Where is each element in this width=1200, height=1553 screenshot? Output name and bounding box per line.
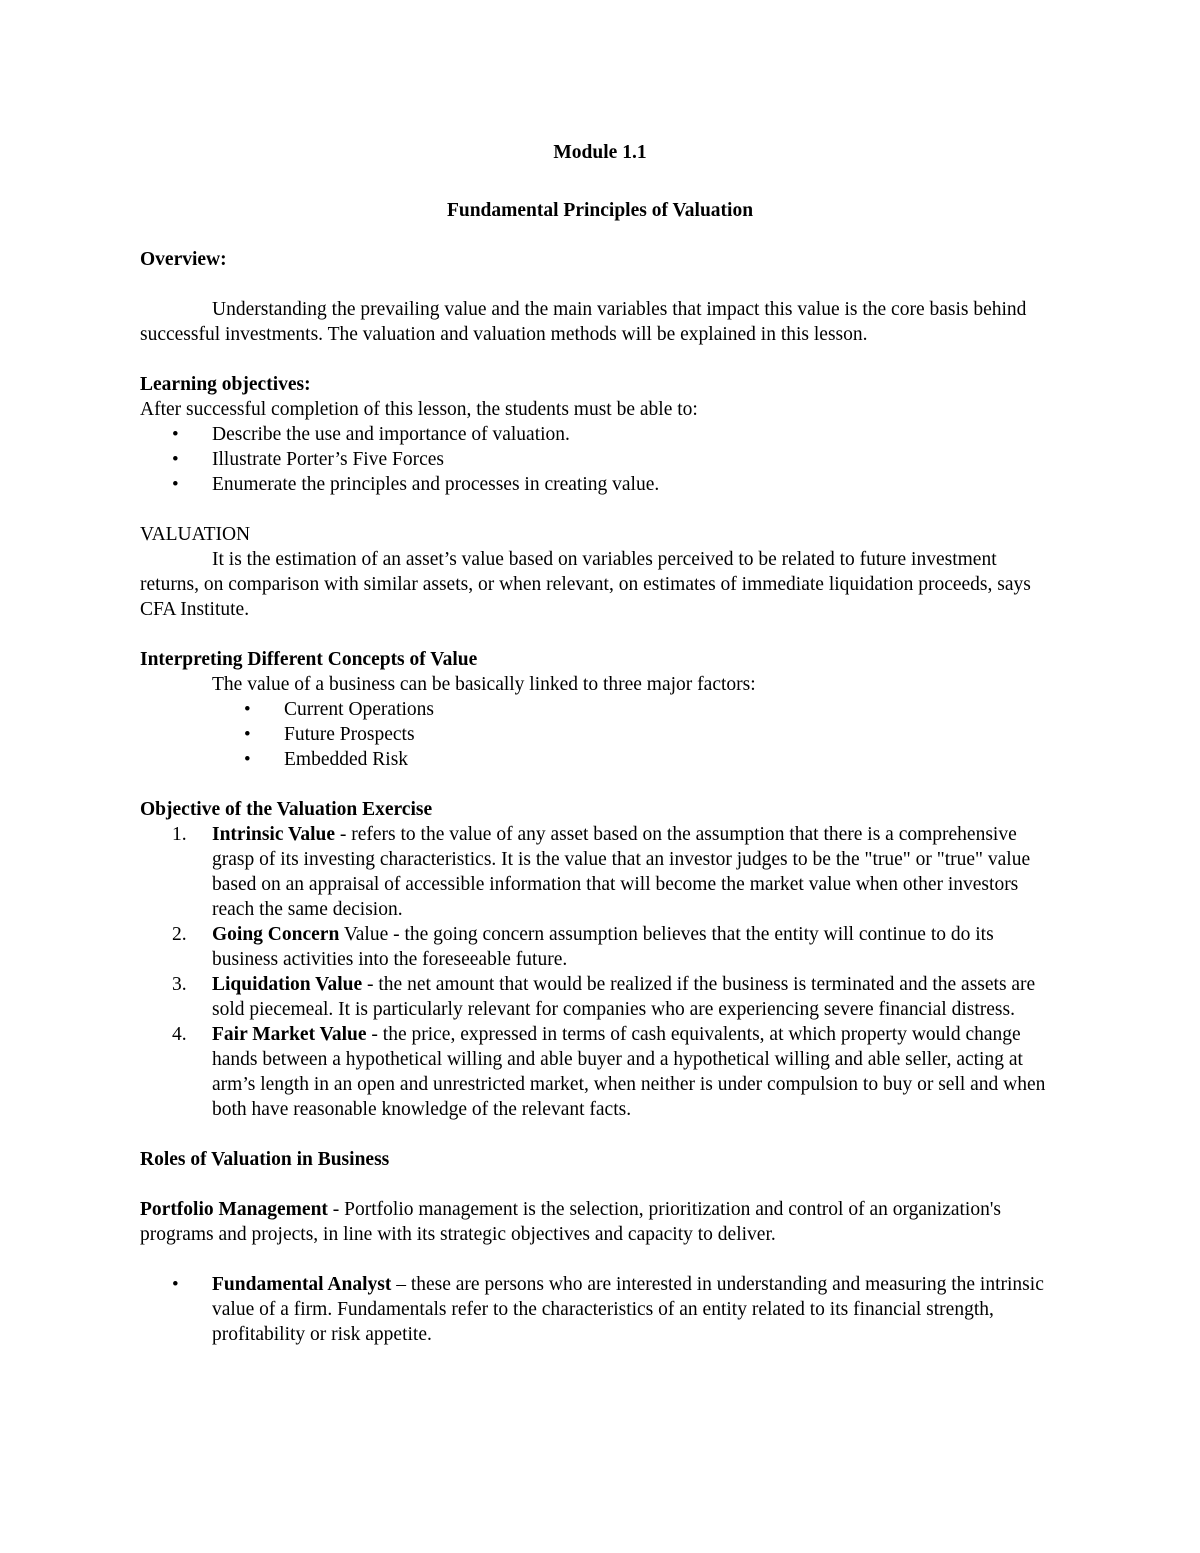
exercise-heading: Objective of the Valuation Exercise <box>140 799 433 820</box>
definition: - Portfolio management is the selection, prioritization and control of an organization's programs and projects, in line with its strategic objectives and capacity to deliver. <box>140 1199 1001 1245</box>
list-item <box>140 822 1060 922</box>
definition: - the net amount that would be realized if the business is terminated and the assets are sold piecemeal. It is particularly relevant for companies who are experiencing severe financial distress. <box>212 974 1036 1020</box>
overview-heading: Overview: <box>140 249 227 270</box>
roles-list <box>140 1272 1060 1347</box>
term: Liquidation Value <box>212 974 363 995</box>
term: Fair Market Value <box>212 1024 367 1045</box>
definition: - refers to the value of any asset based on the assumption that there is a comprehensive grasp of its investing characteristics. It is the value that an investor judges to be the "true" or "true" value based on an appraisal of accessible information that will become the market value when other investors reach the same decision. <box>212 824 1031 920</box>
list-item <box>140 972 1060 1022</box>
objectives-list <box>140 422 1060 497</box>
list-item: • Embedded Risk <box>140 747 1060 772</box>
exercise-list <box>140 822 1060 1122</box>
term: Fundamental Analyst <box>212 1274 392 1295</box>
list-item: • Current Operations <box>140 697 1060 722</box>
list-number: 2. <box>172 924 187 945</box>
valuation-text: It is the estimation of an asset’s value based on variables perceived to be related to future investment returns, on comparison with similar assets, or when relevant, on estimates of immediate liquidation proceeds, says CFA Institute. <box>140 549 1031 620</box>
document-page <box>140 140 1060 1347</box>
document-subtitle: Fundamental Principles of Valuation <box>446 200 754 221</box>
objectives-intro: After successful completion of this lesson, the students must be able to: <box>140 399 698 420</box>
list-number: 1. <box>172 824 187 845</box>
definition: – these are persons who are interested in understanding and measuring the intrinsic value of a firm. Fundamentals refer to the characteristics of an entity related to its financial strength, profitability or risk appetite. <box>212 1274 1044 1345</box>
list-item: • Describe the use and importance of valuation. <box>140 422 1060 447</box>
term: Intrinsic Value <box>212 824 335 845</box>
valuation-heading: VALUATION <box>140 524 251 545</box>
roles-heading: Roles of Valuation in Business <box>140 1149 390 1170</box>
term: Portfolio Management <box>140 1199 328 1220</box>
list-item <box>140 1022 1060 1122</box>
list-item: • Enumerate the principles and processes in creating value. <box>140 472 1060 497</box>
list-item <box>140 922 1060 972</box>
definition: - the price, expressed in terms of cash equivalents, at which property would change hands between a hypothetical willing and able buyer and a hypothetical willing and able seller, acting at arm’s length in an open and unrestricted market, when neither is under compulsion to buy or sell and when both have reasonable knowledge of the relevant facts. <box>212 1024 1046 1120</box>
list-number: 4. <box>172 1024 187 1045</box>
definition: Value - the going concern assumption believes that the entity will continue to do its business activities into the foreseeable future. <box>212 924 994 970</box>
objectives-heading: Learning objectives: <box>140 374 311 395</box>
concepts-heading: Interpreting Different Concepts of Value <box>140 649 478 670</box>
list-item: • Future Prospects <box>140 722 1060 747</box>
list-item <box>140 1272 1060 1347</box>
document-title: Module 1.1 <box>553 142 647 163</box>
term: Going Concern <box>212 924 340 945</box>
list-number: 3. <box>172 974 187 995</box>
concepts-list <box>140 697 1060 772</box>
overview-text: Understanding the prevailing value and the main variables that impact this value is the core basis behind successful investments. The valuation and valuation methods will be explained in this lesson. <box>140 299 1027 345</box>
concepts-intro: The value of a business can be basically linked to three major factors: <box>212 674 756 695</box>
list-item: • Illustrate Porter’s Five Forces <box>140 447 1060 472</box>
portfolio-paragraph <box>140 1197 1060 1247</box>
